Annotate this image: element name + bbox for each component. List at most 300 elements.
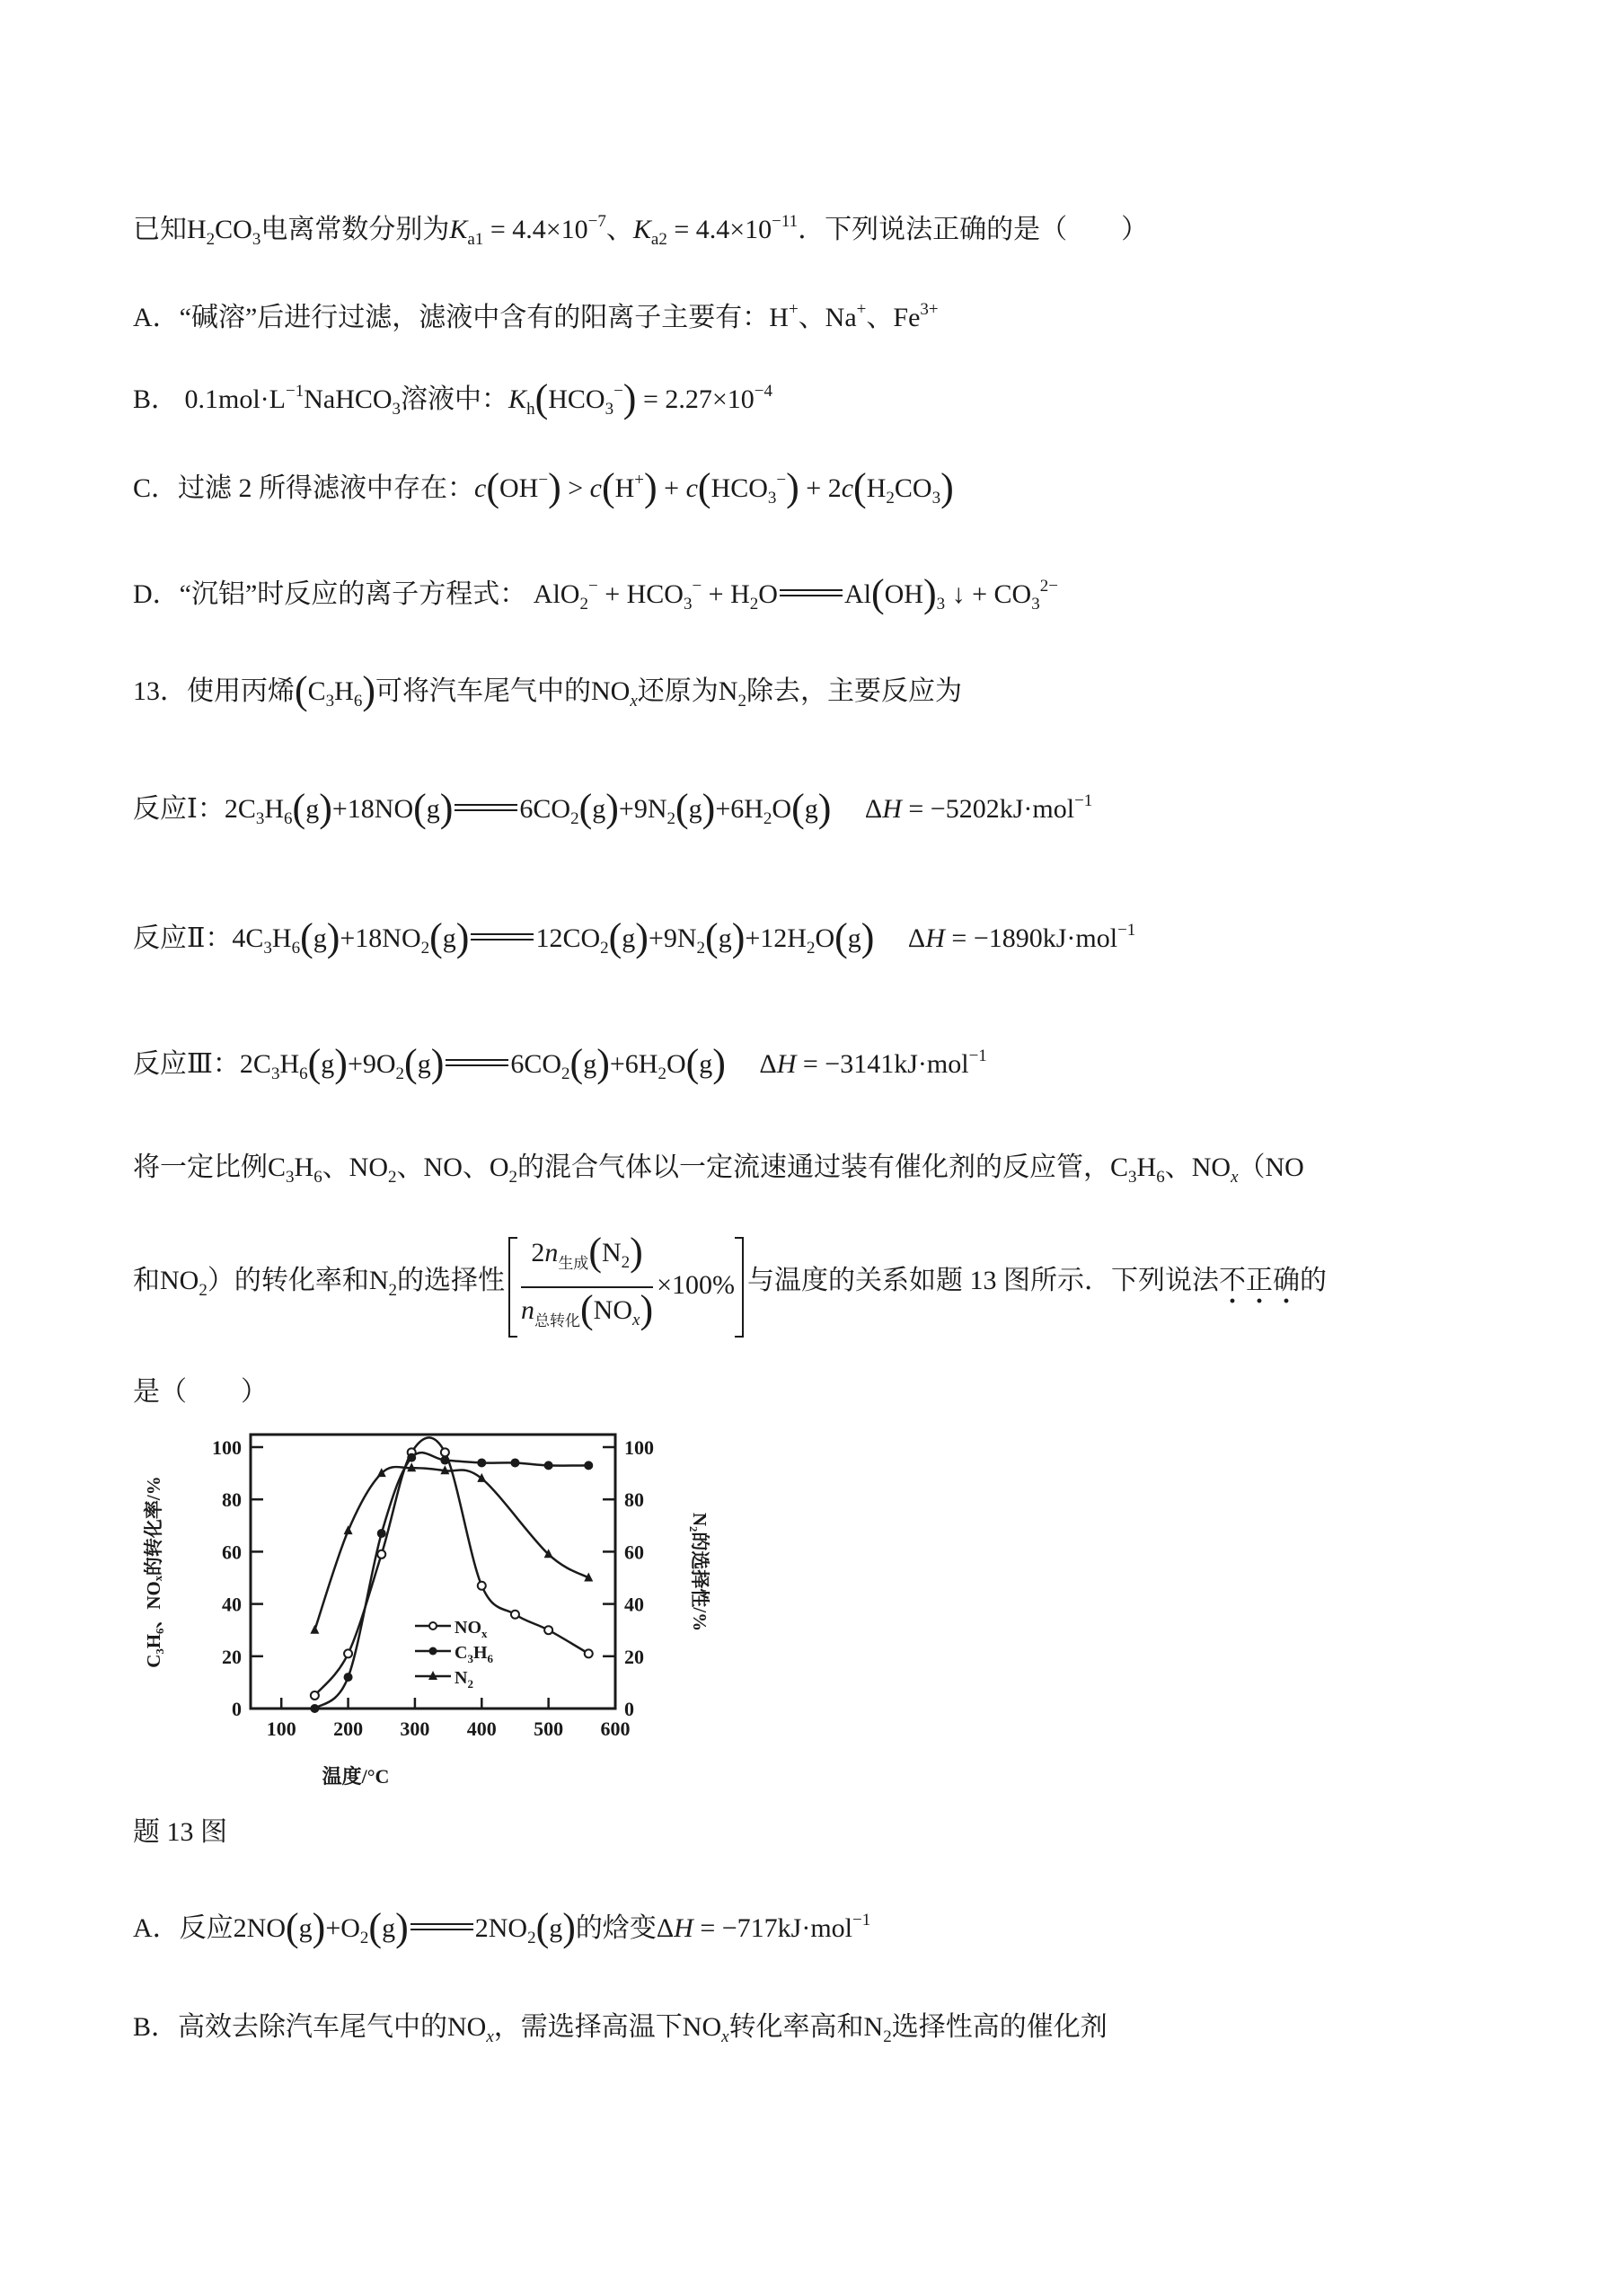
superscript: +: [634, 471, 645, 490]
series-line-0: [314, 1437, 588, 1695]
text-run: H: [776, 1049, 797, 1079]
text-run: g: [417, 1049, 431, 1079]
legend-label-main: NO: [455, 1618, 481, 1638]
subscript: 6: [1156, 1168, 1165, 1187]
text-run: 转化率高和N: [728, 2012, 884, 2042]
subscript: 2: [658, 1064, 666, 1083]
right-bracket: [735, 1237, 744, 1338]
text-run: OH: [884, 579, 923, 609]
parenthesis: (: [413, 786, 427, 830]
text-run: 、: [605, 215, 633, 244]
text-run: NO: [593, 1295, 633, 1325]
text-run: +9N: [618, 794, 667, 824]
parenthesis: (: [569, 1041, 584, 1085]
parenthesis: ): [312, 1905, 326, 1949]
data-point-filled-circle: [344, 1673, 353, 1682]
parenthesis: (: [601, 465, 615, 509]
reaction-1: [133, 783, 1092, 837]
x-tick-label: 500: [534, 1718, 564, 1740]
parenthesis: (: [292, 786, 306, 830]
parenthesis: (: [578, 786, 593, 830]
text-run: O: [815, 923, 835, 953]
text-run: H: [279, 1049, 300, 1079]
text-run: c: [685, 473, 698, 503]
parenthesis: (: [368, 1905, 383, 1949]
parenthesis: (: [853, 465, 867, 509]
text-run: g: [382, 1913, 396, 1943]
data-point-triangle: [310, 1625, 319, 1634]
text-run: B． 0.1mol·L: [133, 384, 286, 414]
subscript: 2: [696, 939, 706, 958]
text-run: 已知H: [133, 215, 207, 244]
subscript: x: [630, 692, 638, 711]
subscript: 2: [806, 939, 816, 958]
text-run: + H: [702, 579, 750, 609]
subscript: 6: [284, 809, 293, 828]
text-run: 2: [531, 1238, 545, 1267]
parenthesis: ): [455, 915, 470, 959]
data-point-filled-circle: [544, 1461, 553, 1470]
parenthesis: (: [486, 465, 499, 509]
text-run: 、NO: [1164, 1152, 1231, 1182]
conditions-line-1: [133, 1150, 1304, 1196]
text-run: g: [321, 1049, 335, 1079]
parenthesis: (: [535, 1905, 550, 1949]
subscript: 3: [325, 692, 335, 711]
parenthesis: ): [940, 465, 954, 509]
subscript: 2: [737, 692, 746, 711]
text-run: 12CO: [535, 923, 601, 953]
text-run: g: [592, 794, 606, 824]
parenthesis: (: [870, 571, 885, 615]
text-run: H: [1136, 1152, 1157, 1182]
chart-legend: [415, 1618, 494, 1691]
data-point-open-circle: [377, 1550, 385, 1559]
fraction: [521, 1232, 653, 1342]
parenthesis: ): [731, 915, 746, 959]
text-run: H: [866, 473, 887, 503]
option-c-prev: [133, 463, 954, 517]
subscript: 2: [666, 809, 676, 828]
subscript: 3: [931, 489, 941, 508]
text-run: O: [666, 1049, 686, 1079]
chart-axes: [212, 1435, 654, 1740]
option-b: [133, 2009, 1108, 2055]
superscript: +: [788, 300, 799, 319]
y-right-tick-label: 80: [624, 1488, 644, 1512]
text-run: H: [334, 676, 354, 706]
text-run: g: [804, 794, 818, 824]
subscript: 2: [579, 595, 588, 614]
text-run: 、NO: [322, 1152, 389, 1182]
y-axis-right-label: N₂的选择性/%: [689, 1512, 710, 1632]
subscript: 2: [206, 230, 216, 249]
text-run: +6H: [715, 794, 763, 824]
subscript: a2: [650, 230, 667, 249]
legend-label: [455, 1668, 473, 1691]
data-point-open-circle: [344, 1649, 352, 1657]
text-run: n: [521, 1295, 535, 1325]
text-run: 、NO、O: [396, 1152, 509, 1182]
legend-label-main: H: [472, 1643, 488, 1663]
parenthesis: (: [675, 786, 689, 830]
subscript: 3: [392, 400, 402, 419]
text-run: HCO: [548, 384, 605, 414]
text-run: A．“碱溶”后进行过滤，滤液中含有的阳离子主要有：H: [133, 303, 789, 332]
data-point-open-circle: [311, 1691, 319, 1700]
text-run: （NO: [1238, 1152, 1304, 1182]
parenthesis: (: [685, 1041, 700, 1085]
subscript: x: [721, 2027, 729, 2046]
subscript: 3: [1128, 1168, 1137, 1187]
parenthesis: (: [834, 915, 848, 959]
text-run: ↓ + CO: [945, 579, 1032, 609]
x-tick-label: 400: [466, 1718, 497, 1740]
text-run: 2NO: [474, 1913, 528, 1943]
legend-label-main: C: [455, 1643, 468, 1663]
legend-label-sub: 2: [467, 1677, 473, 1691]
text-run: Δ: [831, 794, 883, 824]
times-100-percent: ×100%: [657, 1269, 736, 1300]
text-run: H: [674, 1913, 693, 1943]
text-run: 6CO: [519, 794, 571, 824]
text-run: Δ: [874, 923, 926, 953]
question-13-stem: [133, 668, 962, 720]
text-run: 溶液中：: [401, 384, 509, 414]
parenthesis: ): [326, 915, 340, 959]
superscript: −11: [772, 212, 799, 231]
reaction-3: [133, 1038, 987, 1092]
text-run: g: [622, 923, 636, 953]
data-point-filled-circle: [440, 1456, 449, 1465]
y-right-tick-label: 60: [624, 1541, 644, 1564]
text-run: 的焓变Δ: [575, 1913, 675, 1943]
selectivity-end-text: 的: [1300, 1265, 1328, 1295]
text-run: g: [313, 923, 327, 953]
parenthesis: ): [702, 786, 716, 830]
subscript: 2: [420, 939, 430, 958]
parenthesis: ): [786, 465, 799, 509]
question-stem-intro: [133, 204, 1148, 258]
y-left-tick-label: 100: [212, 1436, 242, 1459]
text-run: +18NO: [340, 923, 421, 953]
text-run: g: [426, 794, 440, 824]
text-run: 反应Ⅲ：2C: [133, 1049, 271, 1079]
subscript: 2: [570, 809, 579, 828]
parenthesis: ): [630, 1230, 643, 1274]
superscript: −: [776, 471, 787, 490]
parenthesis: ): [622, 376, 637, 420]
text-run: 还原为N: [637, 676, 738, 706]
subscript: 3: [263, 939, 272, 958]
subscript: x: [632, 1311, 640, 1329]
text-run: ．下列说法正确的是（ ）: [798, 215, 1149, 244]
text-run: + 2: [799, 473, 842, 503]
parenthesis: ): [605, 786, 619, 830]
superscript: −: [613, 382, 623, 401]
subscript: 6: [313, 1168, 322, 1187]
text-run: +O: [325, 1913, 360, 1943]
subscript: 3: [1031, 595, 1040, 614]
data-point-open-circle: [544, 1626, 552, 1634]
parenthesis: ): [596, 1041, 610, 1085]
parenthesis: ): [640, 1287, 654, 1331]
y-left-tick-label: 80: [222, 1488, 242, 1512]
text-run: g: [583, 1049, 597, 1079]
subscript: 2: [763, 809, 772, 828]
subscript: 3: [270, 1064, 280, 1083]
text-run: = 4.4×10: [666, 215, 772, 244]
y-right-tick-label: 20: [624, 1645, 644, 1668]
subscript: 6: [299, 1064, 308, 1083]
y-axis-left-label: C₃H₆、NOₓ的转化率/%: [143, 1476, 164, 1668]
subscript: 2: [886, 489, 895, 508]
text-run: H: [882, 794, 902, 824]
legend-label-sub: x: [481, 1627, 488, 1640]
text-run: 6CO: [510, 1049, 562, 1079]
subscript: 2: [388, 1280, 398, 1300]
data-point-triangle: [344, 1525, 353, 1534]
parenthesis: ): [395, 1905, 409, 1949]
text-run: +: [657, 473, 686, 503]
fraction-numerator: [521, 1232, 653, 1288]
text-run: 和NO: [133, 1265, 199, 1295]
text-run: 除去，主要反应为: [746, 676, 962, 706]
parenthesis: (: [588, 1230, 602, 1274]
subscript: 2: [527, 1929, 536, 1947]
subscript: x: [486, 2027, 494, 2046]
text-run: 13．使用丙烯: [133, 676, 295, 706]
data-point-filled-circle: [477, 1458, 486, 1467]
data-point-open-circle: [441, 1448, 449, 1456]
question-close: 是（ ）: [133, 1377, 268, 1407]
text-run: c: [589, 473, 602, 503]
text-run: B．高效去除汽车尾气中的NO: [133, 2012, 487, 2042]
text-run: K: [632, 215, 651, 244]
text-run: +9O: [347, 1049, 396, 1079]
text-run: +9N: [648, 923, 697, 953]
figure-caption: 题 13 图: [133, 1817, 227, 1847]
text-run: N: [601, 1238, 622, 1267]
subscript: a1: [467, 230, 484, 249]
parenthesis: (: [580, 1287, 594, 1331]
parenthesis: (: [404, 1041, 418, 1085]
text-run: g: [718, 923, 732, 953]
superscript: −1: [286, 382, 304, 401]
option-d-prev: [133, 569, 1058, 623]
superscript: 3+: [920, 300, 939, 319]
data-point-filled-circle: [510, 1458, 519, 1467]
subscript: 2: [621, 1253, 631, 1272]
parenthesis: (: [791, 786, 805, 830]
left-bracket: [508, 1237, 517, 1338]
parenthesis: ): [817, 786, 832, 830]
text-run: ）的转化率和N: [207, 1265, 389, 1295]
legend-label-main: N: [455, 1668, 468, 1688]
text-run: g: [298, 1913, 313, 1943]
superscript: −1: [1117, 921, 1136, 940]
data-point-open-circle: [585, 1649, 593, 1657]
text-run: D．“沉铝”时反应的离子方程式： AlO: [133, 579, 580, 609]
text-run: g: [305, 794, 320, 824]
superscript: −1: [1074, 791, 1093, 810]
reaction-equals-sign: [455, 801, 517, 814]
selectivity-formula: [508, 1232, 744, 1333]
text-run: O: [772, 794, 792, 824]
text-run: 将一定比例C: [133, 1152, 287, 1182]
data-point-open-circle: [511, 1611, 519, 1619]
parenthesis: ): [712, 1041, 726, 1085]
parenthesis: (: [534, 376, 549, 420]
subscript: 6: [291, 939, 301, 958]
y-right-tick-label: 40: [624, 1593, 644, 1616]
subscript: 2: [600, 939, 609, 958]
parenthesis: (: [295, 668, 308, 712]
subscript: 6: [353, 692, 363, 711]
series-line-1: [314, 1453, 588, 1709]
subscript: 2: [199, 1280, 207, 1300]
y-left-tick-label: 40: [222, 1593, 242, 1616]
chart-series: [310, 1437, 593, 1713]
subscript: 3: [252, 230, 261, 249]
text-run: g: [442, 923, 456, 953]
legend-marker-open-circle: [429, 1622, 437, 1629]
text-run: OH: [499, 473, 539, 503]
reaction-equals-sign: [410, 1921, 473, 1933]
text-run: = −3141kJ·mol: [796, 1049, 969, 1079]
plot-frame: [251, 1435, 615, 1709]
x-tick-label: 600: [600, 1718, 631, 1740]
series-line-2: [314, 1467, 588, 1630]
subscript: 2: [883, 2027, 892, 2046]
superscript: −7: [587, 212, 606, 231]
text-run: = −717kJ·mol: [693, 1913, 853, 1943]
text-run: 、Fe: [866, 303, 921, 332]
subscript: 2: [388, 1168, 397, 1187]
reaction-2: [133, 913, 1135, 967]
subscript: 3: [255, 809, 265, 828]
emphasis-char: 正: [1246, 1265, 1274, 1295]
parenthesis: ): [635, 915, 649, 959]
text-run: Al: [843, 579, 871, 609]
y-left-tick-label: 20: [222, 1645, 242, 1668]
text-run: O: [758, 579, 778, 609]
parenthesis: (: [307, 1041, 322, 1085]
parenthesis: (: [429, 915, 443, 959]
text-run: 的混合气体以一定流速通过装有催化剂的反应管，C: [517, 1152, 1129, 1182]
text-run: C．过滤 2 所得滤液中存在：: [133, 473, 475, 503]
x-axis-label: 温度/°C: [322, 1765, 390, 1788]
legend-label-sub: 3: [467, 1652, 473, 1665]
text-run: H: [925, 923, 945, 953]
x-tick-label: 200: [333, 1718, 364, 1740]
option-a: [133, 1903, 870, 1956]
legend-marker-filled-circle: [429, 1647, 437, 1656]
emphasis-char: 不: [1219, 1265, 1247, 1295]
text-run: K: [449, 215, 468, 244]
option-a-prev: [133, 292, 939, 336]
parenthesis: (: [705, 915, 719, 959]
text-run: g: [549, 1913, 563, 1943]
legend-label-sub: 6: [487, 1652, 494, 1665]
text-run: Δ: [725, 1049, 777, 1079]
text-run: H: [264, 794, 285, 824]
superscript: +: [856, 300, 867, 319]
y-left-tick-label: 60: [222, 1541, 242, 1564]
parenthesis: ): [922, 571, 937, 615]
data-point-filled-circle: [584, 1461, 593, 1470]
text-run: 生成: [558, 1255, 589, 1272]
text-run: K: [508, 384, 527, 414]
subscript: 3: [683, 595, 693, 614]
subscript: 3: [605, 400, 614, 419]
parenthesis: ): [334, 1041, 348, 1085]
text-run: = 4.4×10: [483, 215, 588, 244]
text-run: c: [474, 473, 487, 503]
text-run: 选择性高的催化剂: [891, 2012, 1108, 2042]
text-run: = −5202kJ·mol: [901, 794, 1075, 824]
data-point-filled-circle: [310, 1704, 319, 1713]
superscript: −: [692, 577, 702, 596]
reaction-equals-sign: [446, 1056, 508, 1069]
text-run: H: [271, 923, 292, 953]
superscript: −: [538, 471, 549, 490]
legend-label: [455, 1618, 488, 1640]
text-run: CO: [215, 215, 252, 244]
subscript: 3: [767, 489, 777, 508]
text-run: ，需选择高温下NO: [493, 2012, 722, 2042]
subscript: x: [1231, 1168, 1239, 1187]
parenthesis: (: [697, 465, 711, 509]
text-run: g: [699, 1049, 713, 1079]
text-run: g: [847, 923, 861, 953]
parenthesis: ): [362, 668, 375, 712]
subscript: 2: [359, 1929, 369, 1947]
data-point-open-circle: [478, 1582, 486, 1590]
parenthesis: ): [439, 786, 454, 830]
parenthesis: (: [608, 915, 622, 959]
text-run: = −1890kJ·mol: [944, 923, 1118, 953]
text-run: 反应Ⅱ：4C: [133, 923, 264, 953]
legend-label: [455, 1643, 494, 1665]
text-run: HCO: [710, 473, 768, 503]
parenthesis: ): [562, 1905, 576, 1949]
reaction-equals-sign: [780, 587, 843, 599]
text-run: >: [560, 473, 590, 503]
option-b-prev: [133, 374, 772, 428]
superscript: −1: [968, 1046, 987, 1065]
text-run: +12H: [745, 923, 807, 953]
text-run: 、Na: [798, 303, 857, 332]
data-point-filled-circle: [407, 1453, 416, 1462]
text-run: 电离常数分别为: [260, 215, 450, 244]
parenthesis: ): [319, 786, 332, 830]
superscript: −1: [852, 1911, 871, 1930]
text-run: + HCO: [597, 579, 684, 609]
parenthesis: ): [861, 915, 875, 959]
parenthesis: (: [286, 1905, 299, 1949]
subscript: h: [526, 400, 535, 419]
selectivity-definition-line: [133, 1232, 1327, 1333]
superscript: 2−: [1039, 577, 1058, 596]
y-right-tick-label: 100: [624, 1436, 654, 1459]
parenthesis: ): [430, 1041, 445, 1085]
text-run: C: [307, 676, 326, 706]
text-run: +6H: [609, 1049, 658, 1079]
superscript: −: [587, 577, 598, 596]
figure-13-chart: [126, 1401, 737, 1797]
text-run: 可将汽车尾气中的NO: [375, 676, 631, 706]
